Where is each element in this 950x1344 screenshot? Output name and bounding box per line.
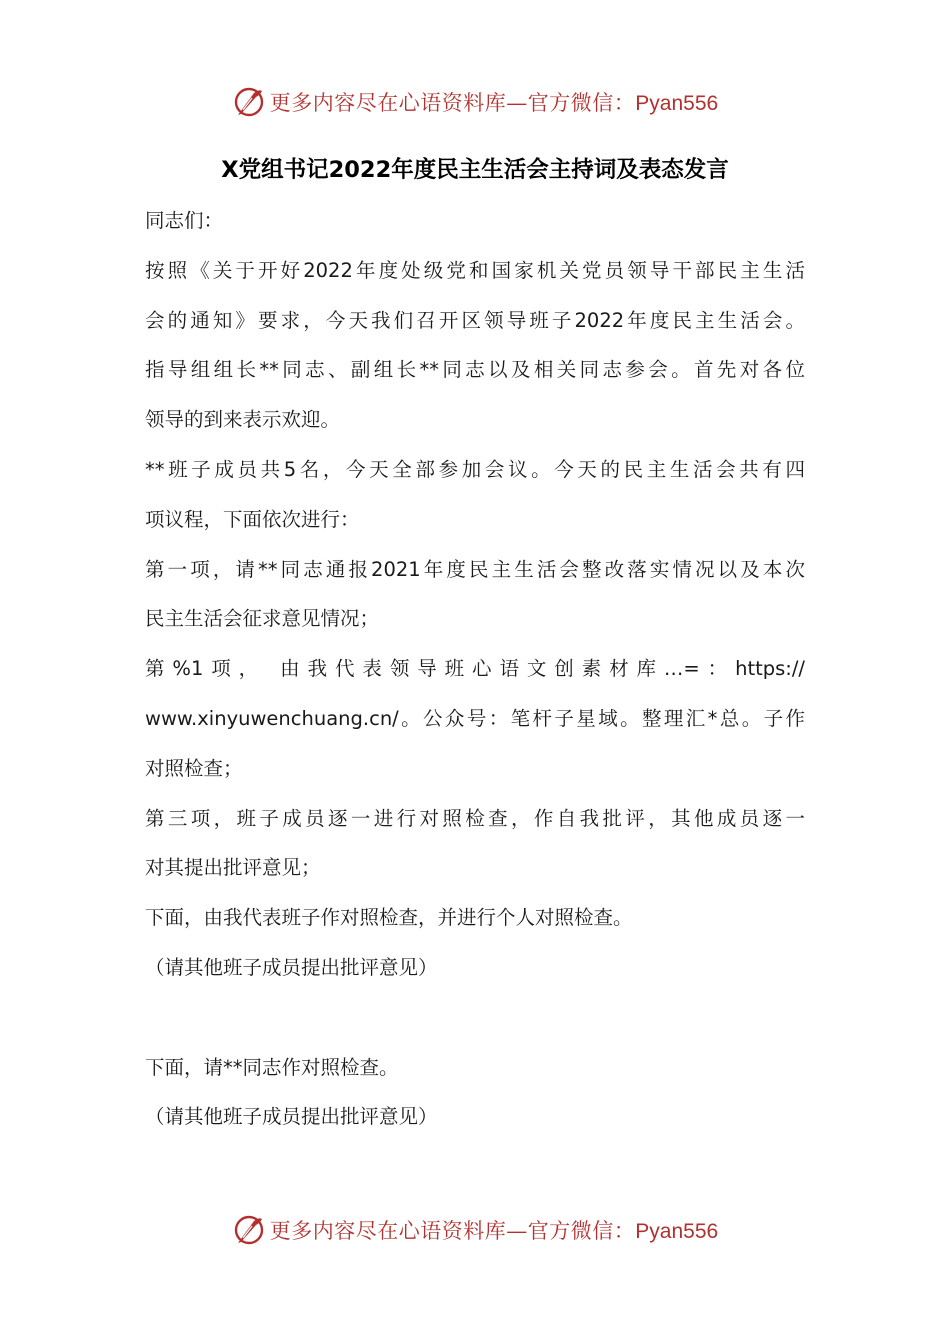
body-line: 下面，由我代表班子作对照检查，并进行个人对照检查。 [145, 906, 633, 930]
body-line: 第%1项， 由我代表领导班心语文创素材库…=：https:// [145, 657, 805, 681]
body-line: 下面，请**同志作对照检查。 [145, 1055, 399, 1079]
body-line: （请其他班子成员提出批评意见） [145, 955, 438, 979]
blank-line [145, 993, 805, 1043]
body-line: 第一项，请**同志通报2021年度民主生活会整改落实情况以及本次 [145, 557, 805, 581]
body-line: （请其他班子成员提出批评意见） [145, 1105, 438, 1129]
body-line: 会的通知》要求，今天我们召开区领导班子2022年度民主生活会。 [145, 308, 805, 332]
body-line: 民主生活会征求意见情况； [145, 607, 380, 631]
footer-watermark-banner [0, 1208, 950, 1252]
document-title: X党组书记2022年度民主生活会主持词及表态发言 [221, 157, 729, 183]
quill-logo-icon [232, 1213, 266, 1247]
body-line: 指导组组长**同志、副组长**同志以及相关同志参会。首先对各位 [145, 358, 805, 382]
header-watermark-banner [0, 80, 950, 124]
body-line: www.xinyuwenchuang.cn/。公众号：笔杆子星域。整理汇*总。子作 [145, 706, 805, 730]
body-line: 第三项，班子成员逐一进行对照检查，作自我批评，其他成员逐一 [145, 806, 805, 830]
banner-text: 更多内容尽在心语资料库—官方微信：Pyan556 [269, 1219, 719, 1243]
body-line: 对照检查； [145, 756, 243, 780]
body-line: 按照《关于开好2022年度处级党和国家机关党员领导干部民主生活 [145, 258, 805, 282]
quill-logo-icon [232, 85, 266, 119]
body-line: 领导的到来表示欢迎。 [145, 408, 341, 432]
banner-text: 更多内容尽在心语资料库—官方微信：Pyan556 [269, 91, 719, 115]
body-line: 项议程，下面依次进行： [145, 507, 360, 531]
document-body [145, 196, 805, 1142]
body-line: 对其提出批评意见； [145, 856, 321, 880]
body-line: **班子成员共5名，今天全部参加会议。今天的民主生活会共有四 [145, 457, 805, 481]
body-line: 同志们： [145, 209, 224, 232]
